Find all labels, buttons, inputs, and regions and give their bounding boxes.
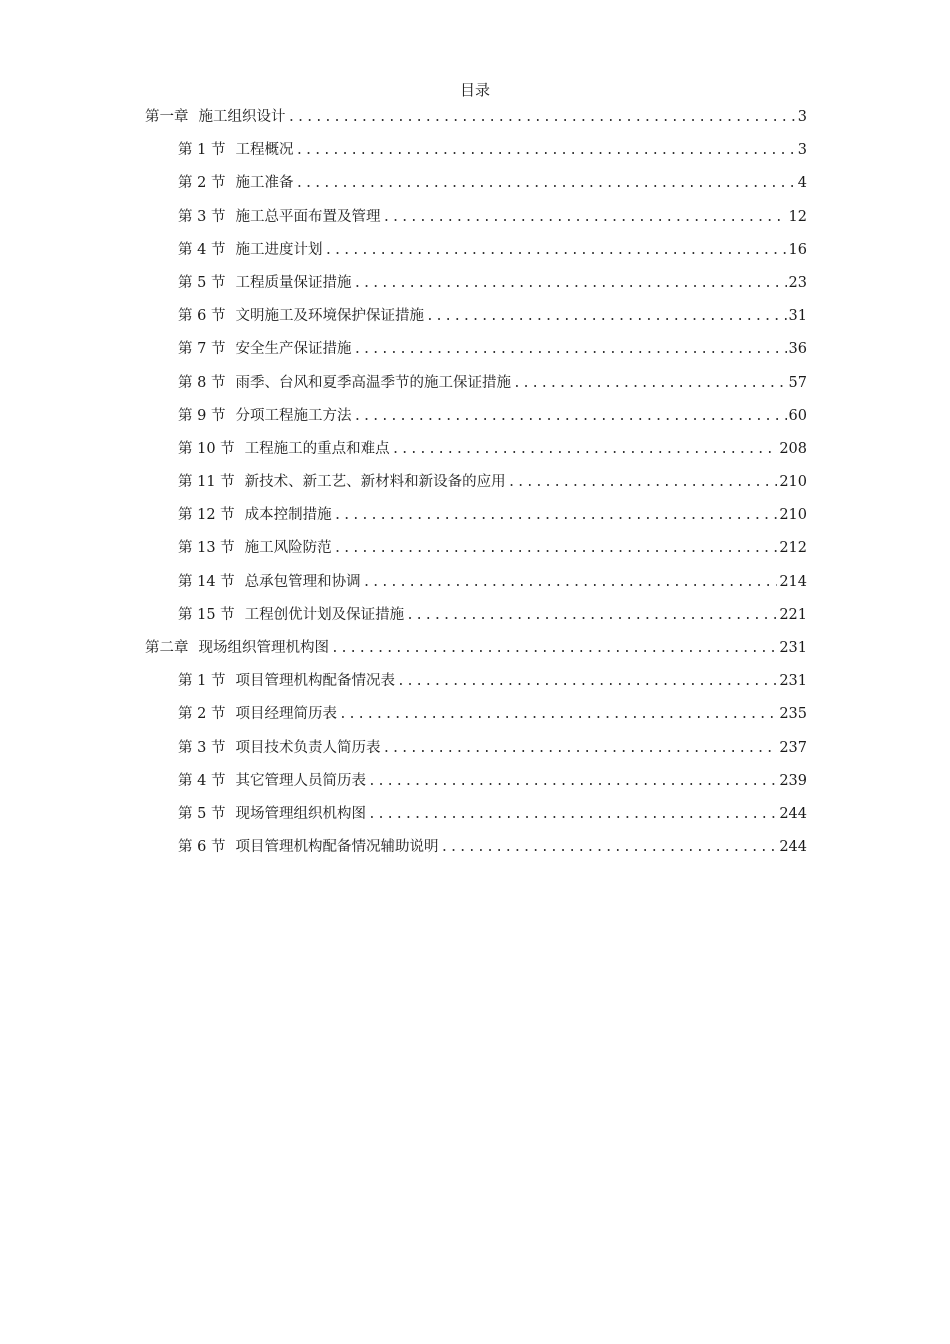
- toc-entry-title: 施工准备: [235, 175, 294, 192]
- toc-dot-leader: [382, 207, 786, 229]
- toc-entry-label: [178, 537, 332, 559]
- toc-dot-leader: [334, 538, 778, 560]
- toc-entry-number: 第 8 节: [178, 374, 226, 391]
- toc-section-entry[interactable]: [145, 604, 807, 637]
- toc-entry-label: [178, 803, 366, 825]
- toc-dot-leader: [406, 605, 777, 627]
- toc-entry-label: [178, 139, 293, 161]
- toc-entry-number: 第 7 节: [178, 341, 226, 358]
- toc-section-entry[interactable]: [145, 571, 807, 604]
- toc-dot-leader: [353, 406, 786, 428]
- toc-entry-title: 安全生产保证措施: [235, 341, 352, 358]
- toc-page-number: 210: [779, 474, 807, 491]
- toc-entry-title: 项目管理机构配备情况辅助说明: [235, 839, 439, 856]
- toc-section-entry[interactable]: [145, 836, 807, 869]
- toc-entry-number: 第 15 节: [178, 606, 235, 623]
- toc-section-entry[interactable]: [145, 471, 807, 504]
- toc-dot-leader: [392, 439, 778, 461]
- toc-section-entry[interactable]: [145, 372, 807, 405]
- toc-dot-leader: [363, 572, 778, 594]
- toc-entry-number: 第 9 节: [178, 407, 226, 424]
- toc-entry-title: 施工总平面布置及管理: [235, 208, 381, 225]
- toc-entry-number: 第 14 节: [178, 573, 235, 590]
- toc-page-number: 244: [779, 805, 807, 822]
- toc-entry-number: 第一章: [145, 109, 189, 125]
- toc-entry-label: [178, 836, 438, 858]
- toc-section-entry[interactable]: [145, 206, 807, 239]
- toc-entry-number: 第 5 节: [178, 274, 226, 291]
- toc-page-number: 3: [797, 109, 807, 125]
- toc-entry-label: [178, 737, 380, 759]
- toc-entry-label: [178, 405, 351, 427]
- toc-dot-leader: [339, 704, 777, 726]
- toc-page-number: 239: [779, 772, 807, 789]
- toc-entry-title: 项目技术负责人简历表: [235, 739, 381, 756]
- toc-dot-leader: [324, 240, 786, 262]
- toc-section-entry[interactable]: [145, 537, 807, 570]
- toc-entry-number: 第 2 节: [178, 706, 226, 723]
- toc-page-number: 31: [788, 308, 807, 325]
- toc-chapter-entry[interactable]: [145, 106, 807, 139]
- toc-entry-label: [178, 504, 332, 526]
- toc-entry-title: 文明施工及环境保护保证措施: [235, 308, 424, 325]
- toc-entry-number: 第 4 节: [178, 772, 226, 789]
- toc-dot-leader: [295, 140, 795, 162]
- toc-page-number: 244: [779, 839, 807, 856]
- toc-dot-leader: [334, 505, 778, 527]
- toc-section-entry[interactable]: [145, 139, 807, 172]
- toc-entry-label: [178, 604, 404, 626]
- toc-entry-label: [178, 172, 293, 194]
- toc-entry-label: [178, 770, 366, 792]
- toc-dot-leader: [295, 173, 795, 195]
- toc-dot-leader: [368, 771, 777, 793]
- toc-page-number: 57: [788, 374, 807, 391]
- toc-list: [145, 106, 807, 869]
- toc-entry-title: 现场组织管理机构图: [198, 640, 329, 656]
- toc-section-entry[interactable]: [145, 737, 807, 770]
- toc-section-entry[interactable]: [145, 272, 807, 305]
- toc-section-entry[interactable]: [145, 438, 807, 471]
- toc-page-number: 221: [779, 606, 807, 623]
- toc-entry-label: [145, 637, 329, 659]
- toc-entry-title: 施工组织设计: [198, 109, 286, 125]
- toc-chapter-entry[interactable]: [145, 637, 807, 670]
- toc-entry-number: 第 6 节: [178, 308, 226, 325]
- toc-section-entry[interactable]: [145, 670, 807, 703]
- toc-dot-leader: [288, 107, 796, 129]
- toc-section-entry[interactable]: [145, 504, 807, 537]
- toc-entry-number: 第 1 节: [178, 142, 226, 159]
- toc-entry-title: 工程创优计划及保证措施: [244, 606, 405, 623]
- toc-entry-label: [178, 338, 351, 360]
- toc-entry-label: [178, 239, 322, 261]
- toc-entry-number: 第 4 节: [178, 241, 226, 258]
- toc-page-number: 214: [779, 573, 807, 590]
- toc-entry-title: 其它管理人员简历表: [235, 772, 366, 789]
- toc-page-number: 23: [788, 274, 807, 291]
- toc-section-entry[interactable]: [145, 305, 807, 338]
- toc-section-entry[interactable]: [145, 405, 807, 438]
- toc-entry-number: 第 5 节: [178, 805, 226, 822]
- toc-entry-title: 工程质量保证措施: [235, 274, 352, 291]
- toc-entry-title: 分项工程施工方法: [235, 407, 352, 424]
- toc-page-number: 231: [779, 673, 807, 690]
- toc-section-entry[interactable]: [145, 239, 807, 272]
- toc-entry-number: 第 3 节: [178, 208, 226, 225]
- toc-page-number: 4: [797, 175, 807, 192]
- toc-section-entry[interactable]: [145, 338, 807, 371]
- toc-entry-number: 第 6 节: [178, 839, 226, 856]
- toc-entry-number: 第 12 节: [178, 507, 235, 524]
- toc-dot-leader: [353, 339, 786, 361]
- toc-entry-number: 第 2 节: [178, 175, 226, 192]
- toc-title: 目录: [459, 81, 490, 99]
- toc-dot-leader: [397, 671, 777, 693]
- toc-entry-label: [178, 305, 424, 327]
- toc-entry-number: 第 13 节: [178, 540, 235, 557]
- toc-page-number: 3: [797, 142, 807, 159]
- toc-entry-number: 第 10 节: [178, 440, 235, 457]
- toc-entry-title: 工程施工的重点和难点: [244, 440, 390, 457]
- toc-entry-title: 现场管理组织机构图: [235, 805, 366, 822]
- toc-entry-title: 项目经理简历表: [235, 706, 337, 723]
- toc-entry-title: 施工风险防范: [244, 540, 332, 557]
- toc-section-entry[interactable]: [145, 703, 807, 736]
- toc-entry-title: 施工进度计划: [235, 241, 323, 258]
- toc-dot-leader: [382, 738, 777, 760]
- toc-dot-leader: [426, 306, 787, 328]
- toc-entry-title: 项目管理机构配备情况表: [235, 673, 395, 690]
- toc-entry-title: 工程概况: [235, 142, 294, 159]
- toc-page-number: 60: [788, 407, 807, 424]
- toc-page-number: 212: [779, 540, 807, 557]
- toc-section-entry[interactable]: [145, 770, 807, 803]
- toc-entry-number: 第二章: [145, 640, 189, 656]
- toc-page-number: 36: [788, 341, 807, 358]
- toc-dot-leader: [368, 804, 777, 826]
- toc-section-entry[interactable]: [145, 803, 807, 836]
- toc-dot-leader: [353, 273, 786, 295]
- toc-entry-label: [178, 272, 351, 294]
- toc-entry-number: 第 11 节: [178, 474, 235, 491]
- toc-entry-label: [178, 571, 361, 593]
- toc-entry-label: [178, 372, 511, 394]
- toc-page-number: 208: [779, 440, 807, 457]
- toc-entry-label: [178, 206, 380, 228]
- toc-page-number: 235: [779, 706, 807, 723]
- toc-page-number: 12: [788, 208, 807, 225]
- toc-entry-number: 第 3 节: [178, 739, 226, 756]
- toc-entry-label: [178, 670, 395, 692]
- toc-entry-title: 总承包管理和协调: [244, 573, 361, 590]
- toc-dot-leader: [440, 837, 777, 859]
- toc-entry-label: [145, 106, 286, 128]
- toc-entry-label: [178, 703, 337, 725]
- toc-page-number: 231: [779, 640, 807, 656]
- toc-entry-number: 第 1 节: [178, 673, 226, 690]
- toc-section-entry[interactable]: [145, 172, 807, 205]
- toc-dot-leader: [508, 472, 778, 494]
- toc-page-number: 210: [779, 507, 807, 524]
- toc-dot-leader: [331, 638, 777, 660]
- toc-page-number: 16: [788, 241, 807, 258]
- toc-entry-title: 成本控制措施: [244, 507, 332, 524]
- toc-page-number: 237: [779, 739, 807, 756]
- toc-entry-title: 雨季、台风和夏季高温季节的施工保证措施: [235, 374, 511, 391]
- toc-entry-label: [178, 438, 390, 460]
- toc-dot-leader: [513, 373, 787, 395]
- toc-entry-label: [178, 471, 506, 493]
- toc-entry-title: 新技术、新工艺、新材料和新设备的应用: [244, 474, 506, 491]
